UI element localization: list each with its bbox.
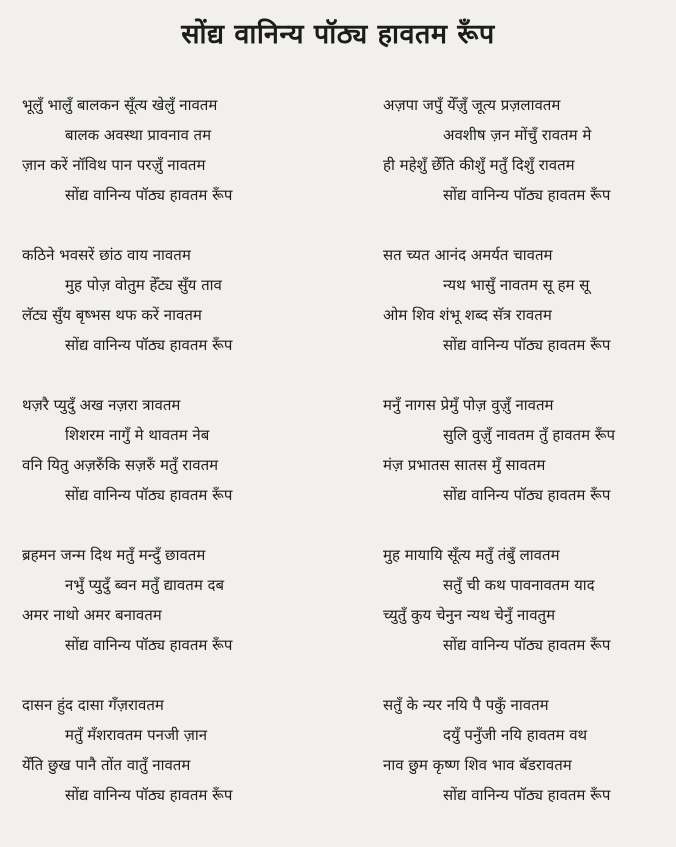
stanza	[22, 240, 332, 390]
verse-line: ज़ान करें नॉविथ पान परज़ुँ नावतम	[22, 156, 206, 174]
stanza	[22, 690, 332, 840]
stanza	[22, 540, 332, 690]
verse-line: ही महेशुँ छेँति कीशुँ मतुँ दिशुँ रावतम	[383, 156, 575, 174]
refrain-line: सोंद्य वानिन्य पॉठ्य हावतम रूँप	[65, 336, 233, 354]
stanza	[383, 540, 673, 690]
verse-line: येँति छुख पानै तोंत वातुँ नावतम	[22, 756, 191, 774]
verse-line: मंज़ प्रभातस सातस मुँ सावतम	[383, 456, 546, 474]
verse-line: लॅट्य सुँय बृष्भस थफ करें नावतम	[22, 306, 202, 324]
refrain-line: सोंद्य वानिन्य पॉठ्य हावतम रूँप	[65, 486, 233, 504]
verse-line: सत च्यत आनंद अमर्यत चावतम	[383, 246, 553, 264]
verse-line: बालक अवस्था प्रावनाव तम	[65, 126, 212, 144]
verse-line: अवशीष ज़न मोंचुँ रावतम मे	[443, 126, 592, 144]
refrain-line: सोंद्य वानिन्य पॉठ्य हावतम रूँप	[443, 486, 611, 504]
verse-line: थज़रै प्युदुँ अख नज़रा त्रावतम	[22, 396, 181, 414]
stanza	[383, 690, 673, 840]
stanza	[22, 90, 332, 240]
verse-line: च्युतुँ कुय चेनुन न्यथ चेनुँ नावतुम	[383, 606, 556, 624]
verse-line: ओम शिव शंभू शब्द सॅत्र रावतम	[383, 306, 552, 324]
verse-line: अमर नाथो अमर बनावतम	[22, 606, 162, 624]
verse-line: वनि यितु अज़रुँकि सज़रुँ मतुँ रावतम	[22, 456, 219, 474]
page-title: सोंद्य वानिन्य पॉठ्य हावतम रूँप	[181, 19, 495, 50]
stanza	[383, 240, 673, 390]
refrain-line: सोंद्य वानिन्य पॉठ्य हावतम रूँप	[443, 186, 611, 204]
verse-line: अज़पा जपुँ येँज़ुँ जूत्य प्रज़लावतम	[383, 96, 561, 114]
left-column	[22, 90, 332, 840]
verse-line: सतुँ ची कथ पावनावतम याद	[443, 576, 595, 594]
verse-line: नाव छुम कृष्ण शिव भाव बॅडरावतम	[383, 756, 572, 774]
refrain-line: सोंद्य वानिन्य पॉठ्य हावतम रूँप	[65, 636, 233, 654]
verse-line: दयुँ पनुँजी नयि हावतम वथ	[443, 726, 588, 744]
right-column	[383, 90, 673, 840]
verse-line: कठिने भवसरें छांठ वाय नावतम	[22, 246, 191, 264]
stanza	[383, 390, 673, 540]
verse-line: मनुँ नागस प्रेमुँ पोज़ वुज़ुँ नावतम	[383, 396, 554, 414]
verse-line: सुलि वुज़ुँ नावतम तुँ हावतम रूँप	[443, 426, 616, 444]
refrain-line: सोंद्य वानिन्य पॉठ्य हावतम रूँप	[443, 636, 611, 654]
verse-line: ब्रहमन जन्म दिथ मतुँ मन्दुँ छावतम	[22, 546, 206, 564]
verse-line: मतुँ मँशरावतम पनजी ज़ान	[65, 726, 208, 744]
verse-line: न्यथ भासुँ नावतम सू हम सू	[443, 276, 590, 294]
stanza	[22, 390, 332, 540]
verse-line: शिशरम नागुँ मे थावतम नेब	[65, 426, 210, 444]
verse-line: नभुँ प्युदुँ ब्वन मतुँ द्यावतम दब	[65, 576, 225, 594]
refrain-line: सोंद्य वानिन्य पॉठ्य हावतम रूँप	[443, 786, 611, 804]
verse-line: मुह मायायि सूँत्य मतुँ तंबुँ लावतम	[383, 546, 560, 564]
verse-line: मुह पोज़ वोतुम हेँट्य सुँय ताव	[65, 276, 222, 294]
refrain-line: सोंद्य वानिन्य पॉठ्य हावतम रूँप	[65, 786, 233, 804]
verse-line: दासन हुंद दासा गँज़रावतम	[22, 696, 164, 714]
stanza	[383, 90, 673, 240]
refrain-line: सोंद्य वानिन्य पॉठ्य हावतम रूँप	[443, 336, 611, 354]
verse-line: सतुँ के न्यर नयि पै पकुँ नावतम	[383, 696, 549, 714]
refrain-line: सोंद्य वानिन्य पॉठ्य हावतम रूँप	[65, 186, 233, 204]
verse-line: भूलुँ भालुँ बालकन सूँत्य खेलुँ नावतम	[22, 96, 218, 114]
